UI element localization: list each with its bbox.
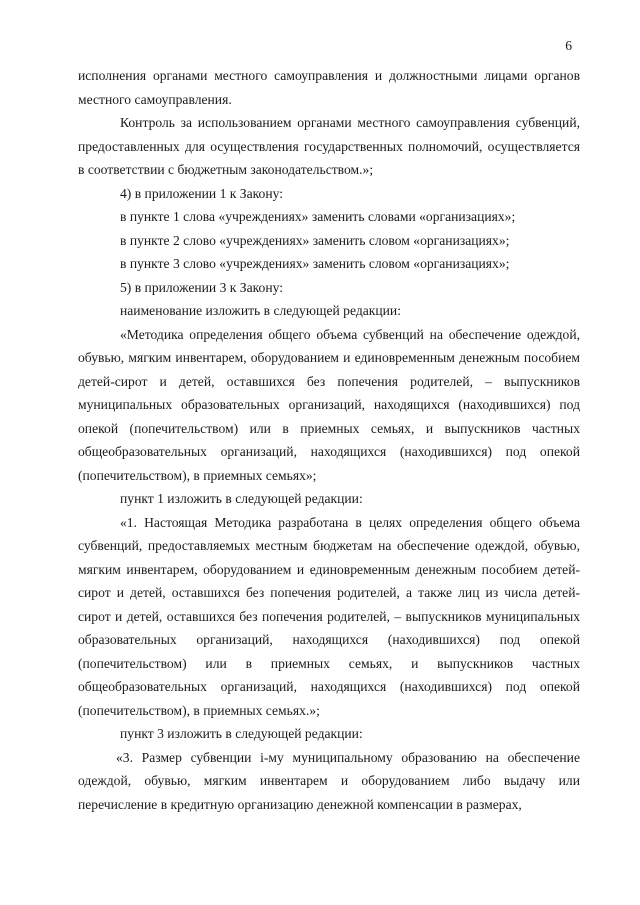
- paragraph-11: «1. Настоящая Методика разработана в целях определения общего объема субвенций, предоставляемых местным бюджетам на обеспечение одеждой, обувью, мягким инвентарем, оборудованием и единовременным денежным пособием детей-сирот и детей, оставшихся без попечения родителей, а также лиц из числа детей-сирот и детей, оставшихся без попечения родителей, – выпускников муниципальных образовательных организаций, находящихся (находившихся) под опекой (попечительством) или в приемных семьях, и выпускников частных общеобразовательных организаций, находящихся (находившихся) под опекой (попечительством), в приемных семьях.»;: [78, 514, 580, 718]
- paragraph-4: в пункте 1 слова «учреждениях» заменить словами «организациях»;: [120, 209, 516, 224]
- document-body: [78, 64, 580, 816]
- paragraph-13: «3. Размер субвенции i-му муниципальному образованию на обеспечение одеждой, обувью, мягким инвентарем и оборудованием либо выдачу или перечисление в кредитную организацию денежной компенсации в размерах,: [78, 749, 580, 812]
- paragraph-1: исполнения органами местного самоуправления и должностными лицами органов местного самоуправления.: [78, 68, 580, 107]
- paragraph-10: пункт 1 изложить в следующей редакции:: [120, 491, 363, 506]
- paragraph-6: в пункте 3 слово «учреждениях» заменить словом «организациях»;: [120, 256, 510, 271]
- paragraph-9: «Методика определения общего объема субвенций на обеспечение одеждой, обувью, мягким инвентарем, оборудованием и единовременным денежным пособием детей-сирот и детей, оставшихся без попечения родителей, – выпускников муниципальных образовательных организаций, находящихся (находившихся) под опекой (попечительством) или в приемных семьях, и выпускников частных общеобразовательных организаций, находящихся (находившихся) под опекой (попечительством), в приемных семьях»;: [78, 326, 580, 483]
- paragraph-12: пункт 3 изложить в следующей редакции:: [120, 726, 363, 741]
- paragraph-7: 5) в приложении 3 к Закону:: [120, 279, 284, 295]
- paragraph-5: в пункте 2 слово «учреждениях» заменить словом «организациях»;: [120, 232, 510, 248]
- paragraph-8: наименование изложить в следующей редакции:: [120, 303, 401, 318]
- paragraph-2: Контроль за использованием органами местного самоуправления субвенций, предоставленных для осуществления государственных полномочий, осуществляется в соответствии с бюджетным законодательством.»;: [78, 115, 580, 177]
- paragraph-3: 4) в приложении 1 к Закону:: [120, 185, 284, 201]
- page-number: 6: [565, 38, 572, 53]
